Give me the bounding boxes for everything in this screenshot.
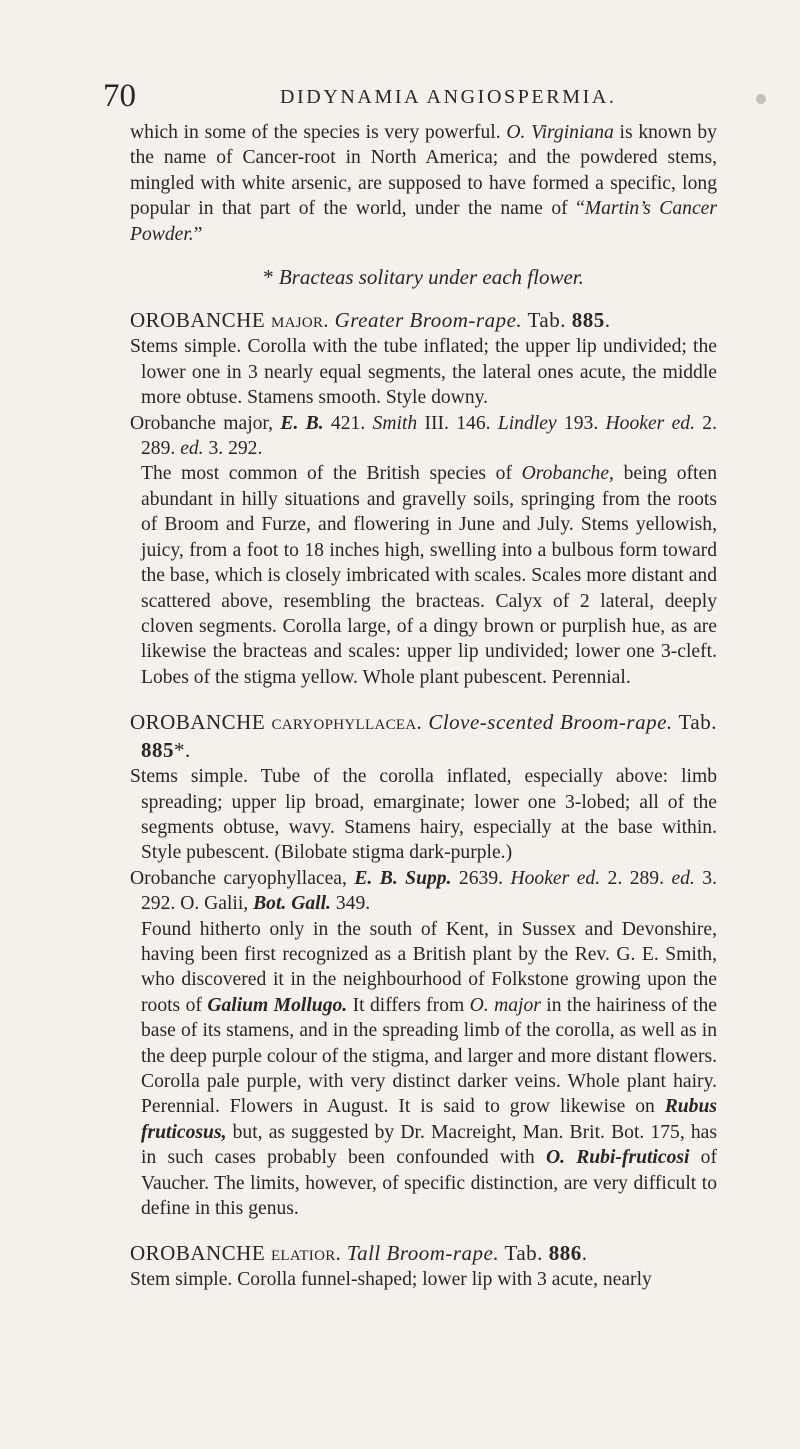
text-run: 2639. — [451, 867, 511, 889]
text-run: 349. — [330, 893, 371, 915]
text-run: elatior. — [270, 1241, 342, 1266]
text-run: 2. 289. — [141, 412, 717, 460]
text-run: Tab. — [672, 710, 717, 735]
text-run: Tall Broom-rape. — [346, 1241, 500, 1266]
text-run: Bot. Gall. — [253, 893, 331, 915]
text-run: is known by the name of Cancer-root in North America; and the powdered stems, mingled with white arsenic, are supposed to have formed a specific, long popular in that part of the world, under the name of “ — [130, 122, 717, 220]
species-entries — [130, 306, 717, 1292]
text-run: O. Virginiana — [506, 122, 614, 143]
species-description — [130, 1267, 717, 1292]
text-run: caryophyllacea. — [271, 710, 423, 735]
text-run: of Vaucher. The limits, however, of specific distinction, are very difficult to define in this genus. — [141, 1147, 717, 1220]
text-run: OROBANCHE — [130, 1241, 271, 1266]
text-run: Found hitherto only in the south of Kent, in Sussex and Devonshire, having been first recognized as a British plant by the Rev. G. E. Smith, who discovered it in the neighbourhood of Folkstone growing upon the roots of — [141, 918, 717, 1016]
text-run: . — [581, 1241, 588, 1266]
page-number: 70 — [103, 78, 136, 114]
page-header — [0, 78, 800, 118]
text-run: E. B. Supp. — [354, 867, 452, 889]
text-run: Bracteas solitary under each flower. — [278, 265, 584, 290]
text-run: E. B. — [280, 412, 324, 434]
text-run: * — [263, 265, 279, 290]
text-run: 3. 292. O. Galii, — [141, 867, 717, 915]
text-run: . — [604, 308, 611, 333]
species-notes — [130, 461, 717, 690]
text-run: 886 — [548, 1241, 582, 1266]
text-run: The most common of the British species of — [141, 463, 522, 485]
text-run: *. — [174, 738, 191, 763]
text-run: but, as suggested by Dr. Macreight, Man. Brit. Bot. 175, has in such cases probably been confounded with — [141, 1121, 717, 1169]
text-run: Martin’s Cancer Powder. — [130, 198, 717, 245]
species-description — [130, 411, 717, 462]
text-run: Greater Broom-rape. — [334, 308, 523, 333]
species-heading — [130, 1239, 717, 1267]
text-run: 885 — [141, 738, 174, 763]
text-run: Lindley — [497, 412, 557, 434]
text-run: major. — [270, 308, 329, 333]
text-run: Rubus fruticosus, — [141, 1096, 717, 1143]
ink-spot-mark — [756, 94, 766, 104]
text-run: 3. 292. — [203, 438, 263, 460]
species-description — [130, 866, 717, 917]
text-run: III. 146. — [417, 412, 498, 434]
species-heading — [130, 306, 717, 334]
text-run: 885 — [571, 308, 605, 333]
text-run: 421. — [323, 412, 373, 434]
text-run: It differs from — [347, 994, 470, 1016]
text-run: Hooker ed. — [510, 867, 601, 889]
text-run: Orobanche, — [521, 463, 614, 485]
text-run: Stems simple. Tube of the corolla inflated, especially above: limb spreading; upper lip broad, emarginate; lower one 3-lobed; all of the segments obtuse, wavy. Stamens hairy, especially at the base within. Style pubescent. (Bilobate stigma dark-purple.) — [130, 766, 717, 864]
text-run: Stem simple. Corolla funnel-shaped; lower lip with 3 acute, nearly — [130, 1269, 652, 1291]
text-run: ” — [193, 223, 203, 245]
text-run: Smith — [372, 412, 418, 434]
text-run: Orobanche major, — [130, 412, 281, 434]
text-run: which in some of the species is very powerful. — [130, 122, 507, 143]
text-run: Stems simple. Corolla with the tube inflated; the upper lip undivided; the lower one in 3 nearly equal segments, the lateral ones acute, the middle more obtuse. Stamens smooth. Style downy. — [130, 336, 717, 409]
text-run: ed. — [671, 867, 695, 889]
running-head: DIDYNAMIA ANGIOSPERMIA. — [280, 86, 617, 108]
text-run: O. major — [469, 994, 541, 1016]
species-entry — [130, 306, 717, 690]
text-run: 2. 289. — [600, 867, 672, 889]
text-run: OROBANCHE — [130, 710, 272, 735]
text-run: OROBANCHE — [130, 308, 271, 333]
text-run: Clove-scented Broom-rape. — [428, 710, 673, 735]
text-run: ed. — [180, 438, 204, 460]
text-run: Tab. — [499, 1241, 549, 1266]
species-entry — [130, 1221, 717, 1292]
text-run: being often abundant in hilly situations and gravelly soils, springing from the roots of Broom and Furze, and flowering in June and July. Stems yellowish, juicy, from a foot to 18 inches high, swelling into a bulbous form toward the base, which is closely imbricated with scales. Scales more distant and scattered above, resembling the bracteas. Calyx of 2 lateral, deeply cloven segments. Corolla large, of a dingy brown or purplish hue, as are likewise the bracteas and scales: upper lip undivided; lower one 3-cleft. Lobes of the stigma yellow. Whole plant pubescent. Perennial. — [141, 463, 717, 688]
species-notes — [130, 917, 717, 1222]
species-entry — [130, 690, 717, 1221]
text-run: 193. — [556, 412, 606, 434]
text-run: Galium Mollugo. — [207, 994, 348, 1016]
text-run: O. Rubi-fruticosi — [545, 1147, 690, 1169]
body-text — [130, 120, 717, 1293]
species-heading — [130, 708, 717, 764]
intro-paragraph — [130, 120, 717, 247]
section-heading — [130, 265, 717, 290]
species-description — [130, 334, 717, 410]
text-run: Orobanche caryophyllacea, — [130, 867, 355, 889]
text-run: Hooker ed. — [605, 412, 695, 434]
text-run: in the hairiness of the base of its stamens, and in the spreading limb of the corolla, as well as in the deep purple colour of the stigma, and larger and more distant flowers. Corolla pale purple, with very distinct darker veins. Whole plant hairy. Perennial. Flowers in August. It is said to grow likewise on — [141, 994, 717, 1118]
species-description — [130, 764, 717, 866]
text-run: Tab. — [522, 308, 572, 333]
